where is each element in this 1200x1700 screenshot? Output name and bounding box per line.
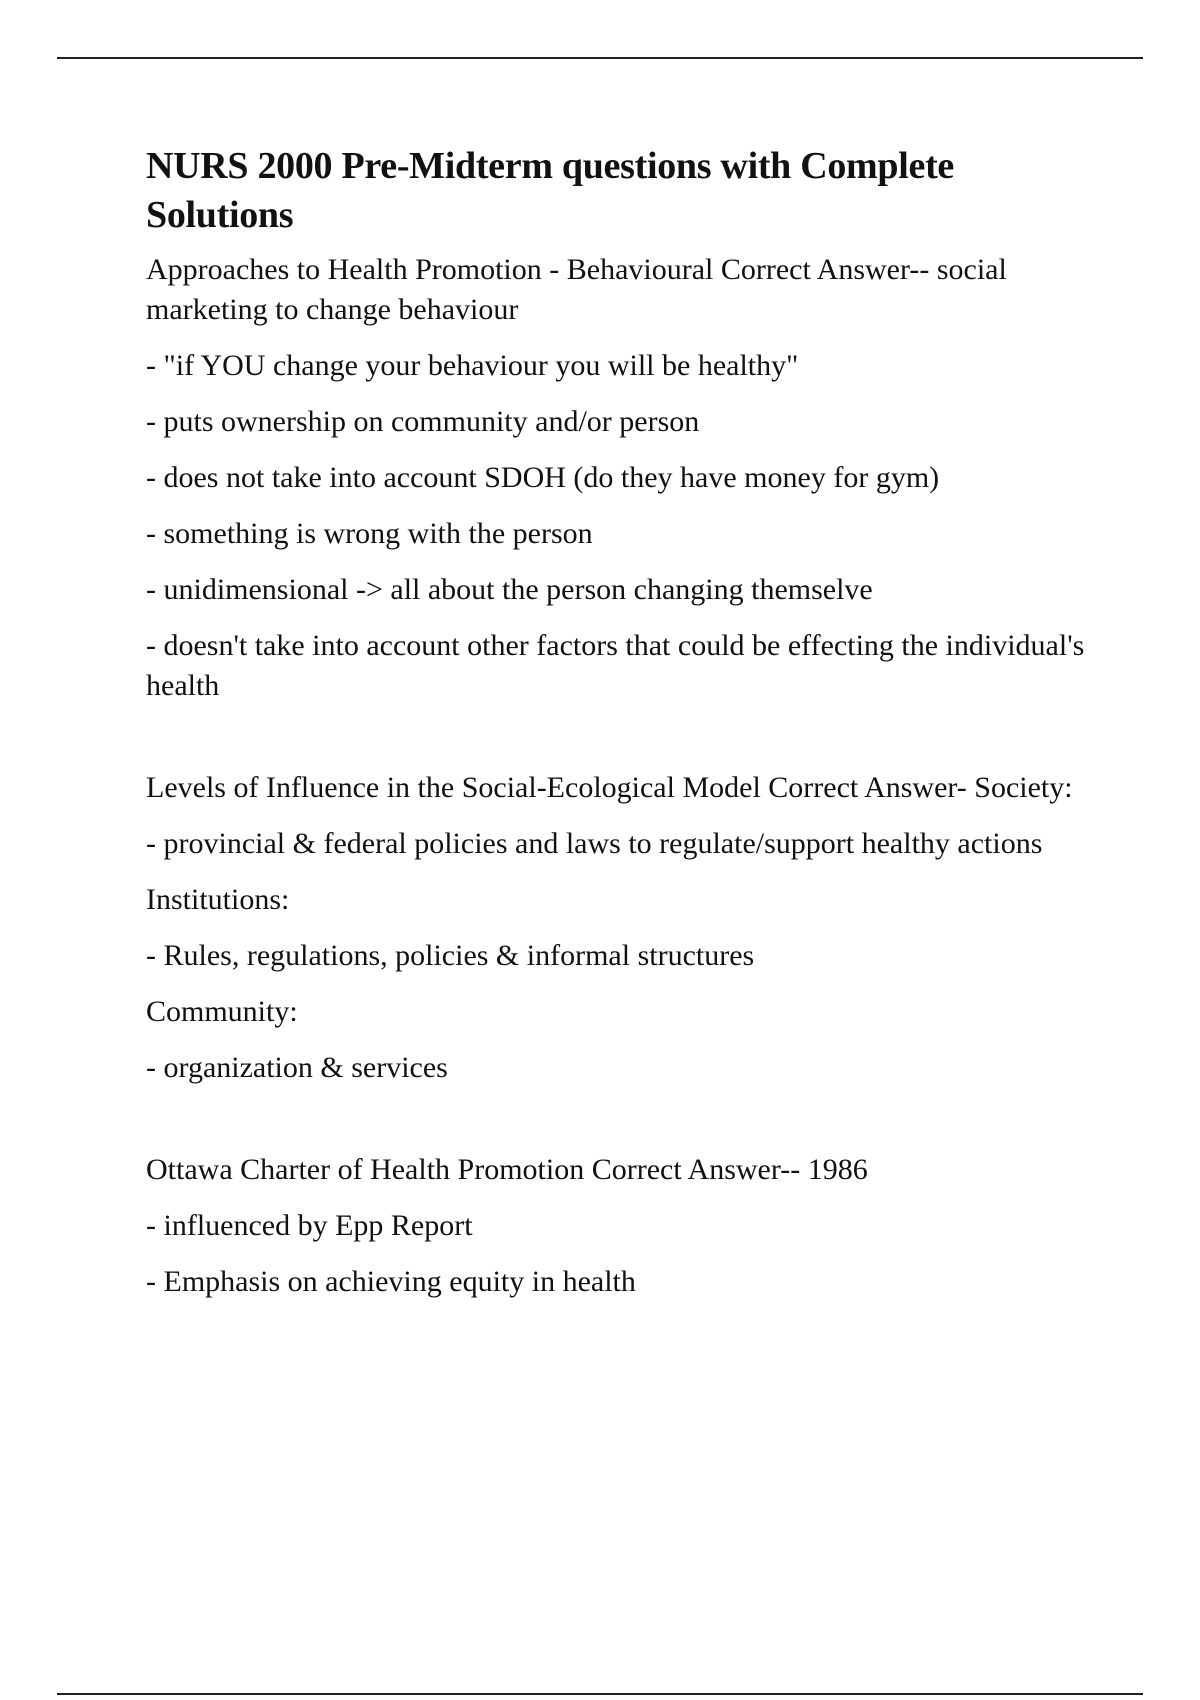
paragraph: Levels of Influence in the Social-Ecological Model Correct Answer- Society: xyxy=(146,771,1073,804)
paragraph: - Emphasis on achieving equity in health xyxy=(146,1265,636,1298)
paragraph: - doesn't take into account other factors that could be effecting the individual's health xyxy=(146,629,1085,702)
paragraph: - does not take into account SDOH (do they have money for gym) xyxy=(146,461,940,494)
paragraph: - provincial & federal policies and laws to regulate/support healthy actions xyxy=(146,827,1043,860)
paragraph: Approaches to Health Promotion - Behavioural Correct Answer-- social marketing to change behaviour xyxy=(146,253,1007,326)
document-body xyxy=(146,142,1091,1318)
paragraph: Ottawa Charter of Health Promotion Correct Answer-- 1986 xyxy=(146,1153,868,1186)
section-social-ecological-model xyxy=(146,768,1091,1088)
paragraph: Institutions: xyxy=(146,883,290,916)
section-ottawa-charter xyxy=(146,1150,1091,1302)
paragraph: - puts ownership on community and/or person xyxy=(146,405,700,438)
paragraph: - organization & services xyxy=(146,1051,448,1084)
header-rule xyxy=(57,57,1143,59)
paragraph: - influenced by Epp Report xyxy=(146,1209,473,1242)
paragraph: Community: xyxy=(146,995,298,1028)
footer-rule xyxy=(57,1693,1143,1695)
paragraph: - something is wrong with the person xyxy=(146,517,593,550)
paragraph: - "if YOU change your behaviour you will be healthy" xyxy=(146,349,799,382)
paragraph: - unidimensional -> all about the person changing themselve xyxy=(146,573,873,606)
section-health-promotion-approaches xyxy=(146,250,1091,706)
document-title: NURS 2000 Pre-Midterm questions with Complete Solutions xyxy=(146,145,954,236)
paragraph: - Rules, regulations, policies & informal structures xyxy=(146,939,755,972)
